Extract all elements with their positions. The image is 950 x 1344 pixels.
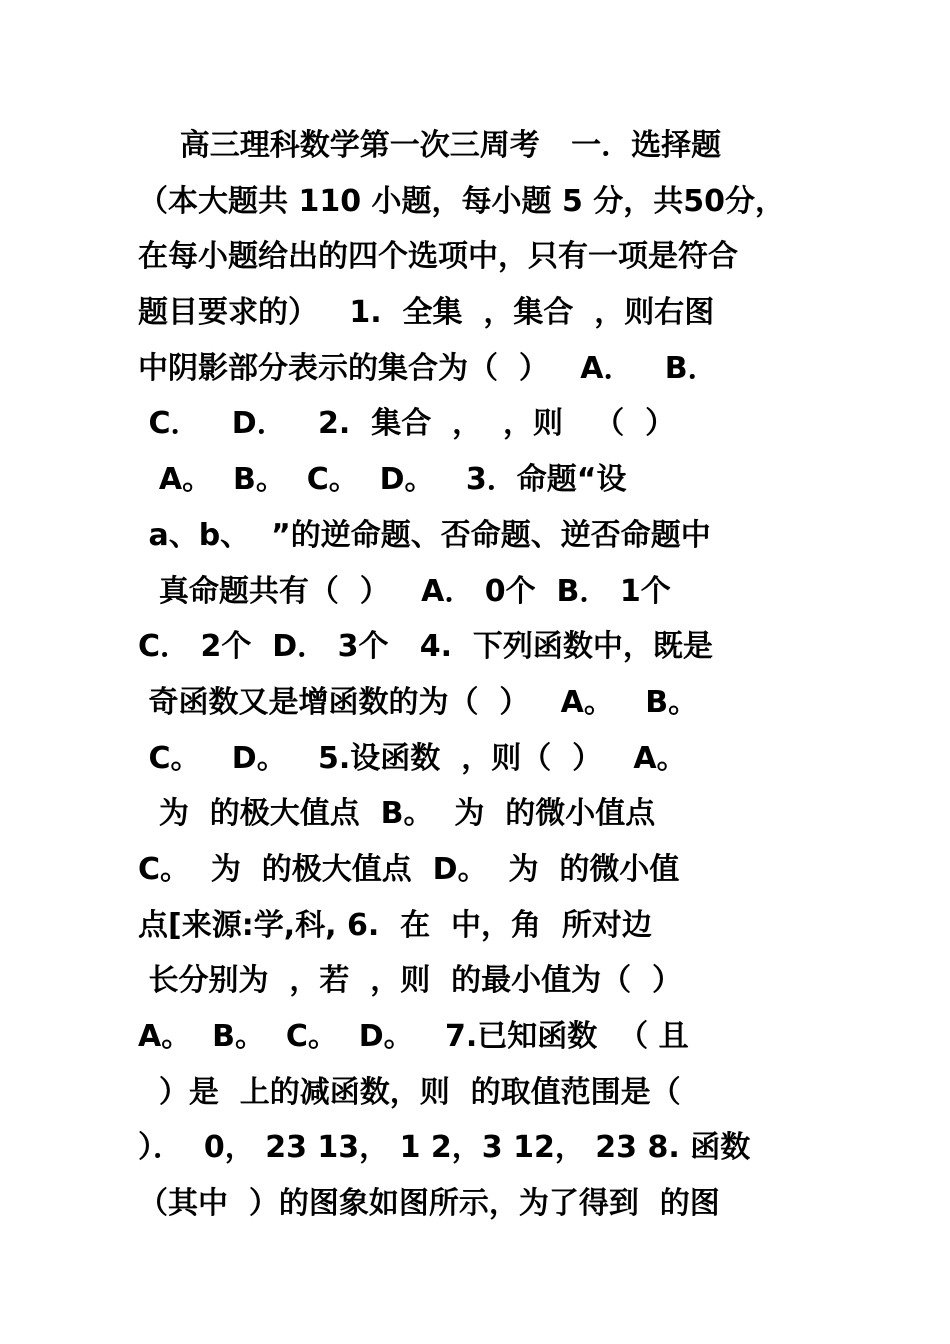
text-line: ）． 0， 23 13， 1 2，3 12， 23 8. 函数 bbox=[138, 1130, 751, 1166]
text-line: 高三理科数学第一次三周考 一．选择题 bbox=[138, 128, 722, 163]
text-line: ）是 上的减函数，则 的取值范围是（ bbox=[138, 1074, 681, 1110]
text-line: 奇函数又是增函数的为（ ） A。 B。 bbox=[138, 684, 699, 720]
text-line: A。 B。 C。 D。 7.已知函数 （ 且 bbox=[138, 1019, 689, 1054]
exam-text bbox=[138, 118, 818, 1232]
text-line: A。 B。 C。 D。 3．命题“设 bbox=[138, 462, 627, 498]
text-line: C． D． 2. 集合 ， ，则 （ ） bbox=[138, 406, 676, 442]
text-line: 真命题共有（ ） A． 0个 B． 1个 bbox=[138, 573, 671, 609]
text-line: （其中 ）的图象如图所示，为了得到 的图 bbox=[138, 1186, 720, 1222]
text-line: 题目要求的） 1. 全集 ，集合 ，则右图 bbox=[138, 295, 715, 331]
text-line: 长分别为 ，若 ，则 的最小值为（ ） bbox=[138, 963, 682, 999]
text-line: C． 2个 D． 3个 4. 下列函数中，既是 bbox=[138, 629, 713, 665]
text-line: 点[来源:学,科, 6. 在 中，角 所对边 bbox=[138, 907, 652, 943]
text-line: 中阴影部分表示的集合为（ ） A． B． bbox=[138, 350, 718, 386]
text-line: a、b、 ”的逆命题、否命题、逆否命题中 bbox=[138, 517, 711, 553]
text-line: （本大题共 110 小题，每小题 5 分，共50分， bbox=[138, 183, 786, 219]
text-line: 在每小题给出的四个选项中，只有一项是符合 bbox=[138, 239, 738, 275]
text-line: 为 的极大值点 B。 为 的微小值点 bbox=[138, 796, 656, 832]
text-line: C。 D。 5.设函数 ，则（ ） A。 bbox=[138, 740, 687, 776]
text-line: C。 为 的极大值点 D。 为 的微小值 bbox=[138, 851, 680, 887]
